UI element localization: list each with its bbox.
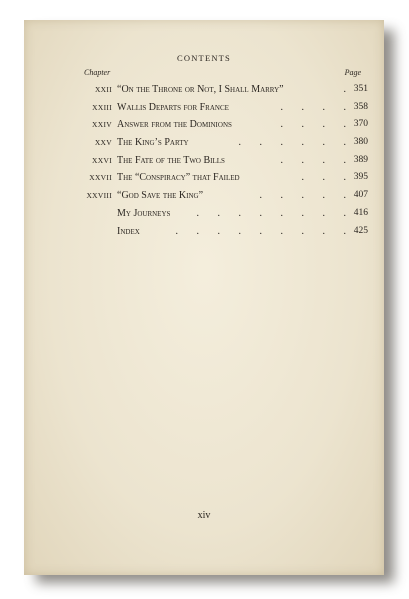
chapter-title: “God Save the King” xyxy=(117,190,204,202)
toc-entry xyxy=(24,205,384,223)
leader-dots: . . . . . xyxy=(259,190,354,202)
chapter-number: XXVIII xyxy=(86,191,112,201)
chapter-title: The “Conspiracy” that Failed xyxy=(117,172,240,184)
page-number: 407 xyxy=(353,190,368,201)
toc-list xyxy=(24,81,384,240)
contents-heading: CONTENTS xyxy=(177,53,231,63)
toc-entry xyxy=(24,99,384,117)
leader-dots: . . . . xyxy=(280,119,354,131)
leader-dots: . . . xyxy=(301,172,354,184)
chapter-number: XXIII xyxy=(92,102,112,112)
leader-dots: . xyxy=(343,84,354,95)
toc-entry xyxy=(24,169,384,187)
toc-entry xyxy=(24,116,384,134)
page-number: 358 xyxy=(353,101,368,112)
chapter-title: Wallis Departs for France xyxy=(117,101,229,113)
leader-dots: . . . . . . xyxy=(238,137,354,149)
chapter-number: XXVI xyxy=(92,155,112,165)
chapter-title: The Fate of the Two Bills xyxy=(117,154,225,166)
chapter-title: My Journeys xyxy=(117,207,171,219)
page-number: 395 xyxy=(353,172,368,183)
contents-page xyxy=(24,20,384,575)
chapter-number: XXII xyxy=(94,85,112,94)
toc-entry xyxy=(24,134,384,152)
page-number: 416 xyxy=(353,207,368,218)
toc-entry xyxy=(24,223,384,241)
page-number: 389 xyxy=(353,154,368,165)
page-number: 380 xyxy=(353,137,368,148)
folio-page-number: xiv xyxy=(197,510,211,521)
chapter-title: Answer from the Dominions xyxy=(117,119,232,131)
page-number: 351 xyxy=(353,84,368,94)
page-column-label: Page xyxy=(344,68,361,77)
chapter-title: Index xyxy=(117,225,140,237)
leader-dots: . . . . . . . . . xyxy=(175,225,354,237)
chapter-title: “On the Throne or Not, I Shall Marry” xyxy=(117,84,284,95)
page-number: 425 xyxy=(353,225,368,236)
toc-entry xyxy=(24,152,384,170)
leader-dots: . . . . xyxy=(280,101,354,113)
chapter-number: XXVII xyxy=(89,173,112,183)
toc-entry xyxy=(24,81,384,99)
toc-entry xyxy=(24,187,384,205)
chapter-column-label: Chapter xyxy=(84,68,111,77)
leader-dots: . . . . . . . . xyxy=(196,207,354,219)
leader-dots: . . . . xyxy=(280,154,354,166)
chapter-title: The King’s Party xyxy=(117,137,189,149)
chapter-number: XXIV xyxy=(92,120,112,130)
page-number: 370 xyxy=(353,119,368,130)
chapter-number: XXV xyxy=(94,138,112,148)
